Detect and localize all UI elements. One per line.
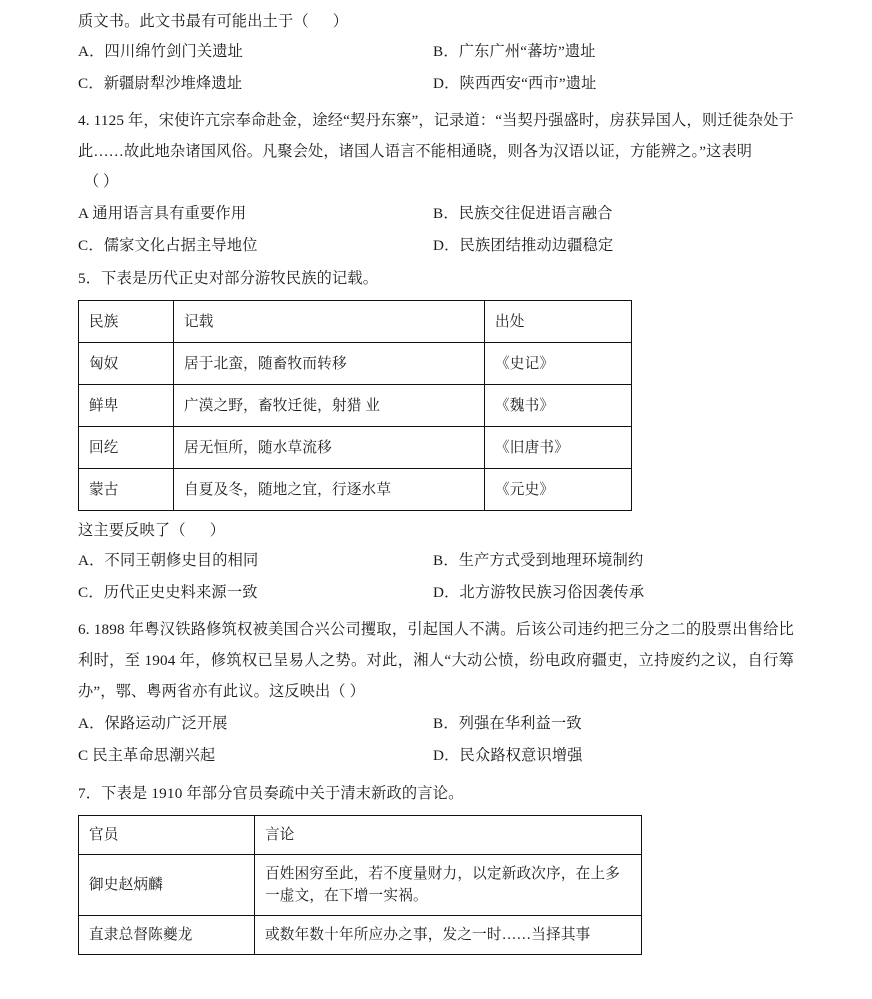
table-cell: 《史记》 bbox=[485, 343, 632, 385]
table-row bbox=[79, 916, 642, 955]
table-row bbox=[79, 343, 632, 385]
q3-option-c[interactable]: C．新疆尉犁沙堆烽遗址 bbox=[78, 75, 243, 92]
q3-option-a[interactable]: A．四川绵竹剑门关遗址 bbox=[78, 43, 244, 60]
q3-options-row-2 bbox=[78, 69, 794, 99]
spacer bbox=[78, 771, 794, 780]
table-header-cell: 官员 bbox=[79, 816, 255, 855]
q4-option-c[interactable]: C．儒家文化占据主导地位 bbox=[78, 237, 258, 254]
q6-options-row-1 bbox=[78, 709, 794, 739]
q4-options-row-2 bbox=[78, 231, 794, 261]
q5-option-a[interactable]: A．不同王朝修史目的相同 bbox=[78, 552, 259, 569]
table-cell: 《元史》 bbox=[485, 469, 632, 511]
q5-option-d[interactable]: D．北方游牧民族习俗因袭传承 bbox=[433, 584, 645, 601]
question-5-stem: 5．下表是历代正史对部分游牧民族的记载。 bbox=[78, 270, 379, 287]
table-cell: 百姓困穷至此，若不度量财力，以定新政次序，在上多一虚文，在下增一实祸。 bbox=[255, 855, 642, 916]
question-4-stem: 4. 1125 年，宋使许亢宗奉命赴金，途经“契丹东寨”，记录道：“当契丹强盛时，房获异国人，则迁徙杂处于此……故此地杂诸国风俗。凡聚会处，诸国人语言不能相通晓，则各为汉语以证，方能辨之。”这表明 bbox=[78, 112, 794, 160]
q6-options-row-2 bbox=[78, 741, 794, 771]
table-header-cell: 民族 bbox=[79, 301, 174, 343]
q5-option-c[interactable]: C．历代正史史料来源一致 bbox=[78, 584, 258, 601]
table-cell: 蒙古 bbox=[79, 469, 174, 511]
table-header-cell: 记载 bbox=[174, 301, 485, 343]
q6-option-c[interactable]: C 民主革命思潮兴起 bbox=[78, 747, 216, 764]
table-row bbox=[79, 469, 632, 511]
q4-option-d[interactable]: D．民族团结推动边疆稳定 bbox=[433, 237, 614, 254]
q3-options-row-1 bbox=[78, 37, 794, 67]
question-7-table bbox=[78, 815, 642, 955]
question-5-table bbox=[78, 300, 632, 511]
table-row bbox=[79, 385, 632, 427]
q4-option-b[interactable]: B．民族交往促进语言融合 bbox=[433, 205, 613, 222]
table-row bbox=[79, 855, 642, 916]
table-row bbox=[79, 427, 632, 469]
table-cell: 御史赵炳麟 bbox=[79, 855, 255, 916]
q5-options-row-1 bbox=[78, 546, 794, 576]
q5-option-b[interactable]: B．生产方式受到地理环境制约 bbox=[433, 552, 644, 569]
q3-option-d[interactable]: D．陕西西安“西市”遗址 bbox=[433, 75, 597, 92]
spacer bbox=[78, 99, 794, 103]
spacer bbox=[78, 608, 794, 612]
table-header-row bbox=[79, 301, 632, 343]
top-fragment-text: 质文书。此文书最有可能出土于（ ） bbox=[78, 13, 349, 30]
table-cell: 居于北蛮，随畜牧而转移 bbox=[174, 343, 485, 385]
table-header-cell: 出处 bbox=[485, 301, 632, 343]
table-cell: 《旧唐书》 bbox=[485, 427, 632, 469]
q6-option-d[interactable]: D．民众路权意识增强 bbox=[433, 747, 583, 764]
table-cell: 自夏及冬，随地之宜，行逐水草 bbox=[174, 469, 485, 511]
q6-option-a[interactable]: A．保路运动广泛开展 bbox=[78, 715, 228, 732]
table-cell: 回纥 bbox=[79, 427, 174, 469]
table-header-row bbox=[79, 816, 642, 855]
question-4-answer-paren: （ ） bbox=[84, 173, 119, 190]
question-5-lead: 这主要反映了（ ） bbox=[78, 522, 226, 539]
table-cell: 或数年数十年所应办之事，发之一时……当择其事 bbox=[255, 916, 642, 955]
table-cell: 匈奴 bbox=[79, 343, 174, 385]
table-header-cell: 言论 bbox=[255, 816, 642, 855]
q3-option-b[interactable]: B．广东广州“蕃坊”遗址 bbox=[433, 43, 596, 60]
table-cell: 居无恒所，随水草流移 bbox=[174, 427, 485, 469]
table-cell: 鲜卑 bbox=[79, 385, 174, 427]
table-cell: 直隶总督陈夔龙 bbox=[79, 916, 255, 955]
question-6-stem: 6. 1898 年粤汉铁路修筑权被美国合兴公司攫取，引起国人不满。后该公司违约把三分之二的股票出售给比利时，至 1904 年，修筑权已呈易人之势。对此，湘人“大动公愤，纷电政府疆吏，立持废约之议，自行筹办”，鄂、粤两省亦有此议。这反映出（ ） bbox=[78, 621, 794, 700]
q4-options-row-1 bbox=[78, 199, 794, 229]
table-cell: 广漠之野，畜牧迁徙，射猎 业 bbox=[174, 385, 485, 427]
q4-option-a[interactable]: A 通用语言具有重要作用 bbox=[78, 205, 247, 222]
question-7-stem: 7．下表是 1910 年部分官员奏疏中关于清末新政的言论。 bbox=[78, 785, 464, 802]
table-cell: 《魏书》 bbox=[485, 385, 632, 427]
q6-option-b[interactable]: B．列强在华利益一致 bbox=[433, 715, 582, 732]
q5-options-row-2 bbox=[78, 578, 794, 608]
